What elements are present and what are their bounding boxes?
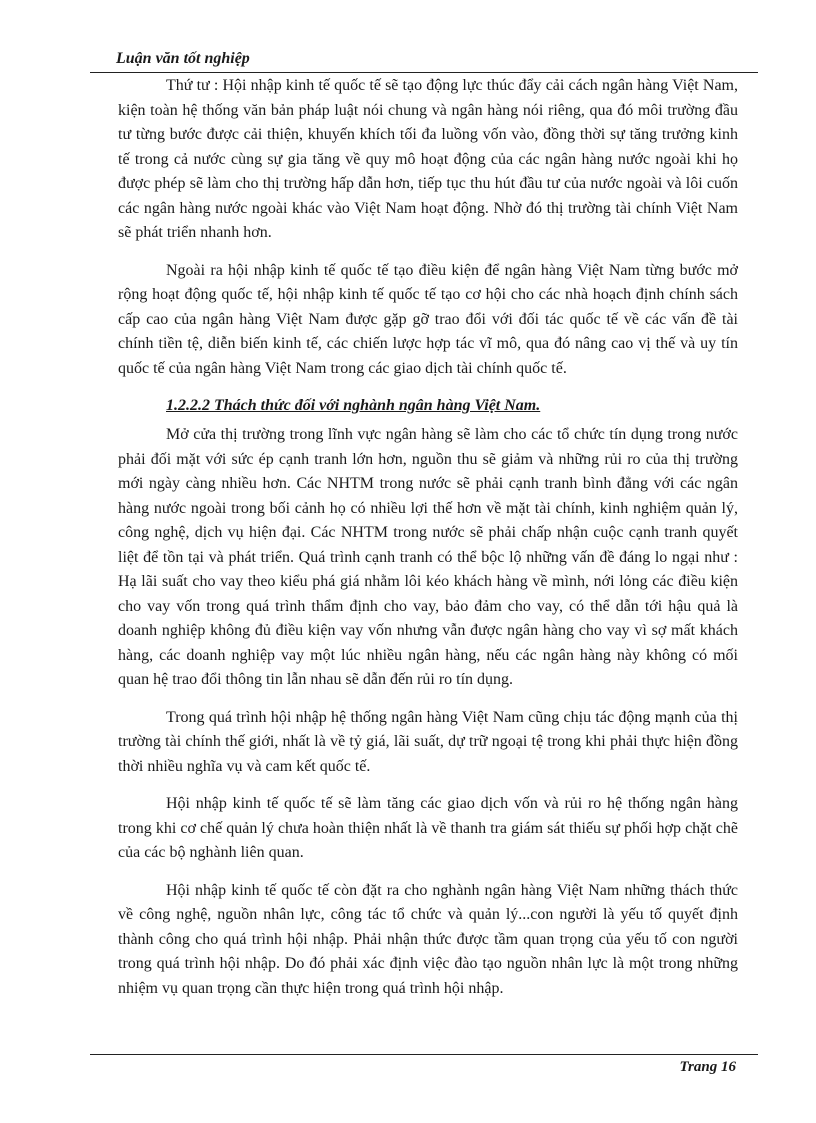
- paragraph: Ngoài ra hội nhập kinh tế quốc tế tạo điều kiện để ngân hàng Việt Nam từng bước mở rộng hoạt động quốc tế, hội nhập kinh tế quốc tế tạo cơ hội cho các nhà hoạch định chính sách cấp cao của ngân hàng Việt Nam được gặp gỡ trao đổi với đối tác quốc tế về các vấn đề tài chính tiền tệ, diễn biến kinh tế, các chiến lược hợp tác vĩ mô, qua đó nâng cao vị thế và uy tín quốc tế của ngân hàng Việt Nam trong các giao dịch tài chính quốc tế.: [118, 261, 738, 377]
- paragraph: Trong quá trình hội nhập hệ thống ngân hàng Việt Nam cũng chịu tác động mạnh của thị trường tài chính thế giới, nhất là về tỷ giá, lãi suất, dự trữ ngoại tệ trong khi phải thực hiện đồng thời nhiều nghĩa vụ và cam kết quốc tế.: [118, 708, 738, 775]
- paragraph: Thứ tư : Hội nhập kinh tế quốc tế sẽ tạo động lực thúc đẩy cải cách ngân hàng Việt Nam, kiện toàn hệ thống văn bản pháp luật nói chung và ngân hàng nói riêng, qua đó môi trường đầu tư từng bước được cải thiện, khuyến khích tối đa luồng vốn vào, đồng thời sự tăng trưởng kinh tế trong cả nước cùng sự gia tăng về quy mô hoạt động của các ngân hàng nước ngoài khi họ được phép sẽ làm cho thị trường hấp dẫn hơn, tiếp tục thu hút đầu tư của nước ngoài và lôi cuốn các ngân hàng nước ngoài khác vào Việt Nam hoạt động. Nhờ đó thị trường tài chính Việt Nam sẽ phát triển nhanh hơn.: [118, 77, 738, 241]
- page-number: Trang 16: [679, 1059, 736, 1075]
- page-body: [118, 74, 738, 1014]
- paragraph: Hội nhập kinh tế quốc tế còn đặt ra cho nghành ngân hàng Việt Nam những thách thức về công nghệ, nguồn nhân lực, công tác tổ chức và quản lý...con người là yếu tố quyết định thành công cho quá trình hội nhập. Phải nhận thức được tầm quan trọng của yếu tố con người trong quá trình hội nhập. Do đó phải xác định việc đào tạo nguồn nhân lực là một trong những nhiệm vụ quan trọng cần thực hiện trong quá trình hội nhập.: [118, 881, 738, 997]
- paragraph: Hội nhập kinh tế quốc tế sẽ làm tăng các giao dịch vốn và rủi ro hệ thống ngân hàng trong khi cơ chế quản lý chưa hoàn thiện nhất là về thanh tra giám sát thiếu sự phối hợp chặt chẽ của các bộ nghành liên quan.: [118, 795, 738, 861]
- footer-divider: [90, 1054, 758, 1055]
- paragraph: Mở cửa thị trường trong lĩnh vực ngân hàng sẽ làm cho các tổ chức tín dụng trong nước phải đối mặt với sức ép cạnh tranh lớn hơn, nguồn thu sẽ giảm và những rủi ro của thị trường mới ngày càng nhiều hơn. Các NHTM trong nước sẽ phải cạnh tranh bình đẳng với các ngân hàng nước ngoài trong bối cảnh họ có nhiều lợi thế hơn về mặt tài chính, kinh nghiệm quản lý, công nghệ, dịch vụ hiện đại. Các NHTM trong nước sẽ phải chấp nhận cuộc cạnh tranh quyết liệt để tồn tại và phát triển. Quá trình cạnh tranh có thể bộc lộ những vấn đề đáng lo ngại như : Hạ lãi suất cho vay theo kiểu phá giá nhằm lôi kéo khách hàng về mình, nới lỏng các điều kiện cho vay vốn trong quá trình thẩm định cho vay, bảo đảm cho vay, có thể dẫn tới hậu quả là doanh nghiệp không đủ điều kiện vay vốn nhưng vẫn được ngân hàng cho vay vì sợ mất khách hàng, các doanh nghiệp vay một lúc nhiều ngân hàng, nếu các ngân hàng này không có mối quan hệ trao đổi thông tin lẫn nhau sẽ dẫn đến rủi ro tín dụng.: [118, 426, 738, 688]
- document-header-title: Luận văn tốt nghiệp: [116, 50, 250, 67]
- section-heading: 1.2.2.2 Thách thức đối với nghành ngân hàng Việt Nam.: [166, 397, 541, 414]
- header-divider: [90, 72, 758, 73]
